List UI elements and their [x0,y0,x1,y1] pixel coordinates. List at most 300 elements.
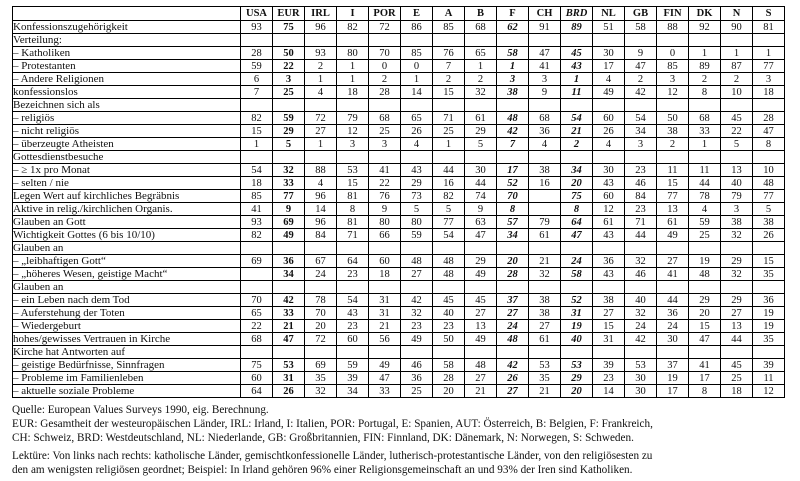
cell-fin: 49 [657,229,689,242]
cell-brd: 20 [561,177,593,190]
cell-usa: 93 [241,21,273,34]
cell-e: 86 [401,21,433,34]
cell-por [369,99,401,112]
cell-e [401,242,433,255]
cell-ch: 79 [529,216,561,229]
cell-usa: 54 [241,164,273,177]
cell-f: 20 [497,255,529,268]
cell-fin: 3 [657,73,689,86]
cell-n: 27 [721,307,753,320]
cell-s: 19 [753,307,785,320]
cell-a [433,151,465,164]
cell-nl [593,242,625,255]
cell-irl: 96 [305,190,337,203]
cell-nl: 43 [593,229,625,242]
cell-por [369,34,401,47]
cell-fin [657,151,689,164]
cell-usa: 7 [241,86,273,99]
cell-ch: 4 [529,138,561,151]
cell-usa: 85 [241,190,273,203]
cell-eur: 47 [273,333,305,346]
cell-brd [561,242,593,255]
cell-b [465,281,497,294]
cell-irl: 24 [305,268,337,281]
row-label: – nicht religiös [13,125,241,138]
table-body [13,21,785,398]
cell-fin: 24 [657,320,689,333]
cell-usa: 60 [241,372,273,385]
cell-brd [561,151,593,164]
cell-irl [305,151,337,164]
cell-dk [689,34,721,47]
cell-b: 47 [465,229,497,242]
cell-gb [625,151,657,164]
cell-f: 70 [497,190,529,203]
cell-por: 31 [369,294,401,307]
cell-dk: 44 [689,177,721,190]
table-row [13,242,785,255]
cell-b: 49 [465,268,497,281]
cell-f: 26 [497,372,529,385]
column-header-eur: EUR [273,7,305,21]
cell-b: 1 [465,60,497,73]
cell-n: 22 [721,125,753,138]
cell-n: 10 [721,86,753,99]
cell-b: 13 [465,320,497,333]
cell-usa: 64 [241,385,273,398]
cell-b [465,242,497,255]
cell-brd [561,281,593,294]
cell-eur: 50 [273,47,305,60]
cell-s: 36 [753,294,785,307]
cell-a: 71 [433,112,465,125]
cell-por: 72 [369,21,401,34]
cell-por: 60 [369,255,401,268]
cell-gb: 9 [625,47,657,60]
cell-i: 1 [337,60,369,73]
cell-irl: 27 [305,125,337,138]
cell-ch: 16 [529,177,561,190]
cell-a: 44 [433,164,465,177]
cell-por: 9 [369,203,401,216]
cell-nl: 31 [593,333,625,346]
cell-brd [561,99,593,112]
row-label: Gottesdienstbesuche [13,151,241,164]
cell-dk: 4 [689,203,721,216]
cell-b: 68 [465,21,497,34]
cell-b: 63 [465,216,497,229]
cell-b [465,151,497,164]
cell-a: 54 [433,229,465,242]
cell-b: 49 [465,333,497,346]
cell-a: 16 [433,177,465,190]
cell-f [497,281,529,294]
row-label: – Andere Religionen [13,73,241,86]
cell-fin [657,34,689,47]
row-label: Bezeichnen sich als [13,99,241,112]
cell-a: 20 [433,385,465,398]
cell-dk: 19 [689,255,721,268]
cell-i: 79 [337,112,369,125]
cell-por: 28 [369,86,401,99]
cell-fin: 11 [657,164,689,177]
cell-nl: 14 [593,385,625,398]
cell-n [721,151,753,164]
cell-i: 54 [337,294,369,307]
cell-nl: 27 [593,307,625,320]
cell-ch: 47 [529,47,561,60]
table-row [13,99,785,112]
cell-f [497,242,529,255]
cell-irl: 32 [305,385,337,398]
cell-e: 59 [401,229,433,242]
table-row [13,112,785,125]
cell-gb: 23 [625,203,657,216]
cell-irl [305,281,337,294]
cell-gb: 32 [625,307,657,320]
cell-ch: 68 [529,112,561,125]
cell-gb: 24 [625,320,657,333]
cell-eur: 69 [273,216,305,229]
cell-n: 45 [721,112,753,125]
table-row [13,164,785,177]
cell-ch: 53 [529,359,561,372]
table-row [13,281,785,294]
cell-a: 50 [433,333,465,346]
row-label: Glauben an Gott [13,216,241,229]
cell-e: 26 [401,125,433,138]
cell-por: 22 [369,177,401,190]
cell-f: 57 [497,216,529,229]
row-label: hohes/gewisses Vertrauen in Kirche [13,333,241,346]
cell-ch: 38 [529,294,561,307]
cell-f: 27 [497,307,529,320]
cell-n: 1 [721,47,753,60]
cell-irl [305,346,337,359]
cell-f: 42 [497,125,529,138]
cell-f: 62 [497,21,529,34]
cell-usa: 59 [241,60,273,73]
cell-n: 29 [721,294,753,307]
cell-brd: 64 [561,216,593,229]
cell-eur [273,151,305,164]
cell-brd: 31 [561,307,593,320]
cell-brd: 29 [561,372,593,385]
cell-nl [593,151,625,164]
row-label: – Katholiken [13,47,241,60]
cell-irl: 88 [305,164,337,177]
cell-brd: 11 [561,86,593,99]
cell-i: 59 [337,359,369,372]
cell-a: 77 [433,216,465,229]
cell-eur [273,242,305,255]
cell-e: 25 [401,385,433,398]
cell-e: 29 [401,177,433,190]
table-row [13,216,785,229]
cell-s: 35 [753,268,785,281]
cell-irl: 72 [305,333,337,346]
cell-gb: 40 [625,294,657,307]
cell-brd: 24 [561,255,593,268]
document-page [0,6,800,481]
cell-irl: 1 [305,73,337,86]
cell-irl [305,34,337,47]
cell-usa [241,346,273,359]
cell-fin: 27 [657,255,689,268]
cell-fin: 85 [657,60,689,73]
cell-s: 38 [753,216,785,229]
cell-f [497,151,529,164]
table-row [13,385,785,398]
cell-gb: 32 [625,255,657,268]
cell-dk: 48 [689,268,721,281]
row-label: – religiös [13,112,241,125]
column-header-a: A [433,7,465,21]
cell-por: 41 [369,164,401,177]
table-row [13,86,785,99]
cell-usa: 22 [241,320,273,333]
cell-i: 8 [337,203,369,216]
row-label: – selten / nie [13,177,241,190]
cell-i: 39 [337,372,369,385]
cell-s: 3 [753,73,785,86]
cell-n: 32 [721,268,753,281]
cell-nl: 4 [593,73,625,86]
cell-a: 1 [433,138,465,151]
cell-eur: 33 [273,307,305,320]
cell-n: 5 [721,138,753,151]
cell-por: 31 [369,307,401,320]
column-header-e: E [401,7,433,21]
cell-eur: 53 [273,359,305,372]
cell-dk: 78 [689,190,721,203]
cell-f: 8 [497,203,529,216]
column-header-brd: BRD [561,7,593,21]
row-label: – Probleme im Familienleben [13,372,241,385]
cell-i: 43 [337,307,369,320]
cell-a [433,99,465,112]
cell-irl: 84 [305,229,337,242]
cell-usa: 82 [241,112,273,125]
table-row [13,34,785,47]
cell-ch: 35 [529,372,561,385]
cell-eur: 31 [273,372,305,385]
cell-fin: 61 [657,216,689,229]
cell-irl: 67 [305,255,337,268]
source-note: Quelle: European Values Surveys 1990, eig. Berechnung. [12,404,269,416]
cell-usa [241,34,273,47]
cell-i: 12 [337,125,369,138]
column-header-por: POR [369,7,401,21]
cell-ch [529,34,561,47]
header-label-cell [13,7,241,21]
cell-eur: 34 [273,268,305,281]
cell-n: 87 [721,60,753,73]
cell-s: 19 [753,320,785,333]
cell-eur: 3 [273,73,305,86]
row-label: – aktuelle soziale Probleme [13,385,241,398]
cell-irl: 14 [305,203,337,216]
cell-brd: 43 [561,60,593,73]
cell-nl: 17 [593,60,625,73]
cell-gb: 46 [625,268,657,281]
cell-f [497,99,529,112]
table-row [13,190,785,203]
cell-eur: 77 [273,190,305,203]
cell-b: 30 [465,164,497,177]
cell-ch: 36 [529,125,561,138]
cell-brd: 54 [561,112,593,125]
table-row [13,151,785,164]
cell-s: 5 [753,203,785,216]
cell-nl: 60 [593,190,625,203]
cell-b: 27 [465,307,497,320]
reading-line-1: Lektüre: Von links nach rechts: katholische Länder, gemischtkonfessionelle Länder, lutherisch-protestantische Länder, von den religiösesten zu [12,449,653,462]
cell-por [369,242,401,255]
cell-fin: 15 [657,177,689,190]
cell-i: 81 [337,216,369,229]
cell-fin: 2 [657,138,689,151]
row-label: – überzeugte Atheisten [13,138,241,151]
table-header [13,7,785,21]
cell-eur: 33 [273,177,305,190]
table-row [13,255,785,268]
reading-line-2: den am wenigsten religiösen geordnet; Beispiel: In Irland gehören 96% einer Religionsgemeinschaft an und 93% der Iren sind Katholiken. [12,463,633,476]
cell-nl [593,34,625,47]
cell-irl: 1 [305,138,337,151]
cell-ch: 91 [529,21,561,34]
cell-usa: 82 [241,229,273,242]
cell-irl: 70 [305,307,337,320]
cell-por [369,346,401,359]
cell-gb: 42 [625,86,657,99]
cell-nl: 12 [593,203,625,216]
cell-i: 3 [337,138,369,151]
cell-e [401,151,433,164]
cell-dk: 59 [689,216,721,229]
cell-brd: 34 [561,164,593,177]
cell-eur: 26 [273,385,305,398]
cell-nl: 26 [593,125,625,138]
cell-usa: 70 [241,294,273,307]
cell-usa [241,242,273,255]
cell-brd: 53 [561,359,593,372]
cell-irl [305,99,337,112]
cell-a: 23 [433,320,465,333]
cell-n: 13 [721,164,753,177]
cell-e: 80 [401,216,433,229]
cell-nl: 36 [593,255,625,268]
cell-fin [657,99,689,112]
cell-e: 73 [401,190,433,203]
cell-usa: 68 [241,333,273,346]
cell-a [433,242,465,255]
cell-s [753,151,785,164]
cell-ch: 32 [529,268,561,281]
cell-e: 32 [401,307,433,320]
cell-n: 79 [721,190,753,203]
cell-f: 42 [497,359,529,372]
row-label: – Protestanten [13,60,241,73]
row-label: Glauben an [13,242,241,255]
cell-a: 45 [433,294,465,307]
cell-n [721,242,753,255]
cell-b [465,99,497,112]
cell-gb [625,242,657,255]
cell-gb: 47 [625,60,657,73]
cell-irl: 72 [305,112,337,125]
cell-i [337,99,369,112]
column-header-f: F [497,7,529,21]
cell-por: 33 [369,385,401,398]
cell-nl: 60 [593,112,625,125]
cell-a: 28 [433,372,465,385]
legend-line-2: CH: Schweiz, BRD: Westdeutschland, NL: Niederlande, GB: Großbritannien, FIN: Finnland, DK: Dänemark, N: Norwegen, S: Schweden. [12,432,634,445]
cell-fin [657,242,689,255]
table-row [13,294,785,307]
cell-f: 27 [497,385,529,398]
cell-usa: 41 [241,203,273,216]
cell-e [401,99,433,112]
cell-brd: 8 [561,203,593,216]
cell-b: 61 [465,112,497,125]
cell-brd: 40 [561,333,593,346]
cell-b: 21 [465,385,497,398]
column-header-n: N [721,7,753,21]
cell-ch [529,99,561,112]
cell-por: 47 [369,372,401,385]
cell-usa: 93 [241,216,273,229]
cell-n: 29 [721,255,753,268]
cell-fin: 44 [657,294,689,307]
cell-f [497,34,529,47]
cell-n: 3 [721,203,753,216]
cell-usa: 6 [241,73,273,86]
cell-dk [689,242,721,255]
cell-brd [561,346,593,359]
cell-ch [529,281,561,294]
cell-dk: 29 [689,294,721,307]
cell-fin: 13 [657,203,689,216]
cell-b: 32 [465,86,497,99]
cell-irl: 93 [305,47,337,60]
row-label: konfessionslos [13,86,241,99]
cell-b: 48 [465,359,497,372]
cell-e: 5 [401,203,433,216]
table-row [13,47,785,60]
table-row [13,73,785,86]
cell-n: 2 [721,73,753,86]
cell-e: 46 [401,359,433,372]
cell-gb: 42 [625,333,657,346]
cell-i [337,34,369,47]
cell-usa: 1 [241,138,273,151]
cell-irl: 96 [305,216,337,229]
cell-n: 18 [721,385,753,398]
cell-fin: 12 [657,86,689,99]
cell-ch: 27 [529,320,561,333]
row-label: Verteilung: [13,34,241,47]
column-header-irl: IRL [305,7,337,21]
cell-nl: 38 [593,294,625,307]
cell-n: 25 [721,372,753,385]
cell-gb: 71 [625,216,657,229]
cell-brd: 47 [561,229,593,242]
cell-brd: 2 [561,138,593,151]
cell-brd: 52 [561,294,593,307]
cell-por: 56 [369,333,401,346]
cell-s: 47 [753,125,785,138]
